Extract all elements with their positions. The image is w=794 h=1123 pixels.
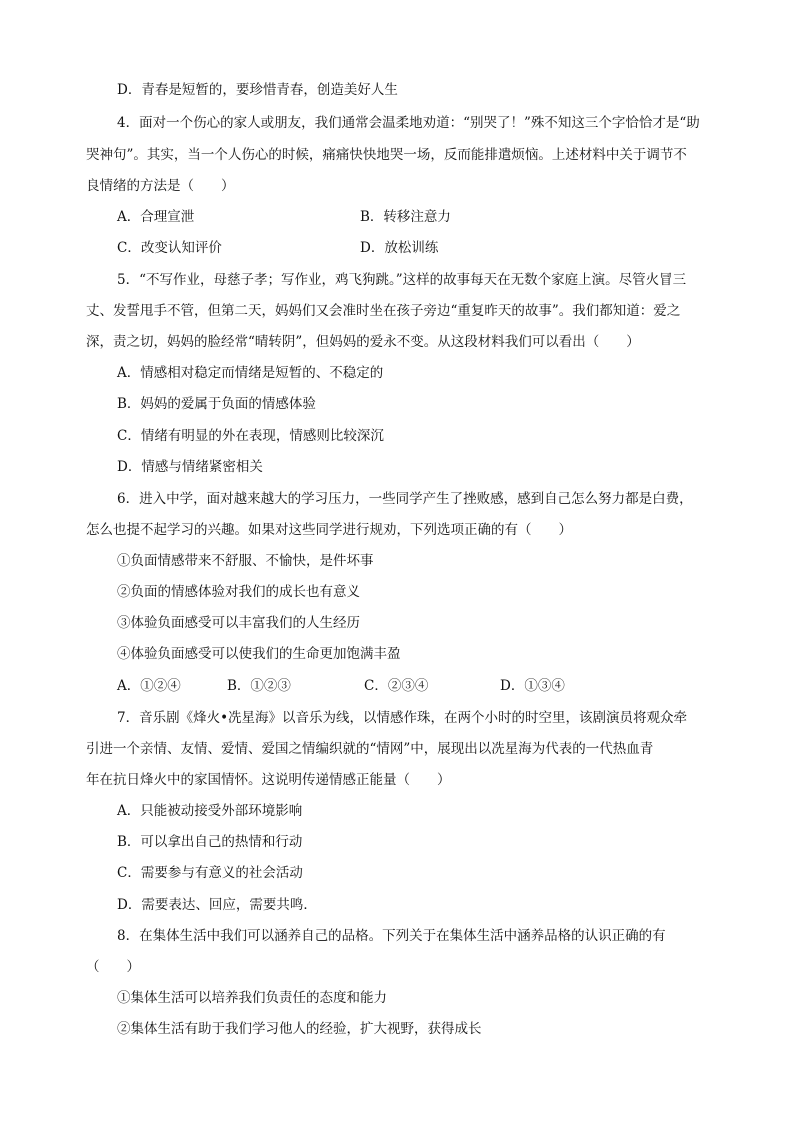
q4-stem-line-3: 良情绪的方法是（ ） [86, 178, 235, 194]
q5-option-d: D．情感与情绪紧密相关 [117, 459, 263, 475]
q7-stem-line-1: 7．音乐剧《烽火•冼星海》以音乐为线，以情感作珠，在两个小时的时空里，该剧演员将观众牵 [117, 710, 688, 726]
q5-stem-line-3: 深，责之切，妈妈的脸经常“晴转阴”，但妈妈的爱永不变。从这段材料我们可以看出（ ） [86, 334, 640, 350]
q6-statement-2: ②负面的情感体验对我们的成长也有意义 [117, 584, 360, 600]
q6-option-a: A．①②④ [117, 678, 181, 694]
q6-statement-3: ③体验负面感受可以丰富我们的人生经历 [117, 615, 360, 631]
q6-option-b: B．①②③ [227, 678, 291, 694]
q6-statement-1: ①负面情感带来不舒服、不愉快，是件坏事 [117, 553, 374, 569]
q8-stem-line-2: （ ） [86, 959, 140, 975]
q4-option-b: B．转移注意力 [360, 209, 451, 225]
q7-stem-line-3: 年在抗日烽火中的家国情怀。这说明传递情感正能量（ ） [86, 772, 451, 788]
q8-stem-line-1: 8．在集体生活中我们可以涵养自己的品格。下列关于在集体生活中涵养品格的认识正确的有 [117, 928, 666, 944]
q8-statement-1: ①集体生活可以培养我们负责任的态度和能力 [117, 990, 387, 1006]
q4-option-a: A．合理宣泄 [117, 209, 195, 225]
q7-option-d: D．需要表达、回应，需要共鸣． [117, 897, 317, 913]
q6-option-d: D．①③④ [500, 678, 565, 694]
q6-option-c: C．②③④ [364, 678, 429, 694]
q5-stem-line-1: 5．“不写作业，母慈子孝；写作业，鸡飞狗跳。”这样的故事每天在无数个家庭上演。尽管火冒三 [117, 272, 687, 288]
q6-statement-4: ④体验负面感受可以使我们的生命更加饱满丰盈 [117, 646, 401, 662]
q4-option-c: C．改变认知评价 [117, 240, 222, 256]
q4-option-d: D．放松训练 [360, 240, 439, 256]
q6-stem-line-1: 6．进入中学，面对越来越大的学习压力，一些同学产生了挫败感，感到自己怎么努力都是白费， [117, 491, 693, 507]
q5-option-b: B．妈妈的爱属于负面的情感体验 [117, 396, 316, 412]
q5-option-a: A．情感相对稳定而情绪是短暂的、不稳定的 [117, 365, 384, 381]
q5-option-c: C．情绪有明显的外在表现，情感则比较深沉 [117, 428, 384, 444]
q3-option-d: D．青春是短暂的，要珍惜青春，创造美好人生 [117, 82, 398, 98]
q4-stem-line-2: 哭神句”。其实，当一个人伤心的时候，痛痛快快地哭一场，反而能排遣烦恼。上述材料中关于调节不 [86, 147, 687, 163]
q5-stem-line-2: 丈、发誓甩手不管，但第二天，妈妈们又会准时坐在孩子旁边“重复昨天的故事”。我们都知道：爱之 [86, 303, 681, 319]
q8-statement-2: ②集体生活有助于我们学习他人的经验，扩大视野，获得成长 [117, 1021, 482, 1037]
q7-option-a: A．只能被动接受外部环境影响 [117, 803, 303, 819]
q7-stem-line-2: 引进一个亲情、友情、爱情、爱国之情编织就的“情网”中，展现出以冼星海为代表的一代热血青 [86, 741, 654, 757]
q7-option-c: C．需要参与有意义的社会活动 [117, 865, 303, 881]
q7-option-b: B．可以拿出自己的热情和行动 [117, 834, 303, 850]
q4-stem-line-1: 4．面对一个伤心的家人或朋友，我们通常会温柔地劝道：“别哭了！”殊不知这三个字恰恰才是“助 [117, 115, 700, 131]
q6-stem-line-2: 怎么也提不起学习的兴趣。如果对这些同学进行规劝，下列选项正确的有（ ） [86, 522, 572, 538]
